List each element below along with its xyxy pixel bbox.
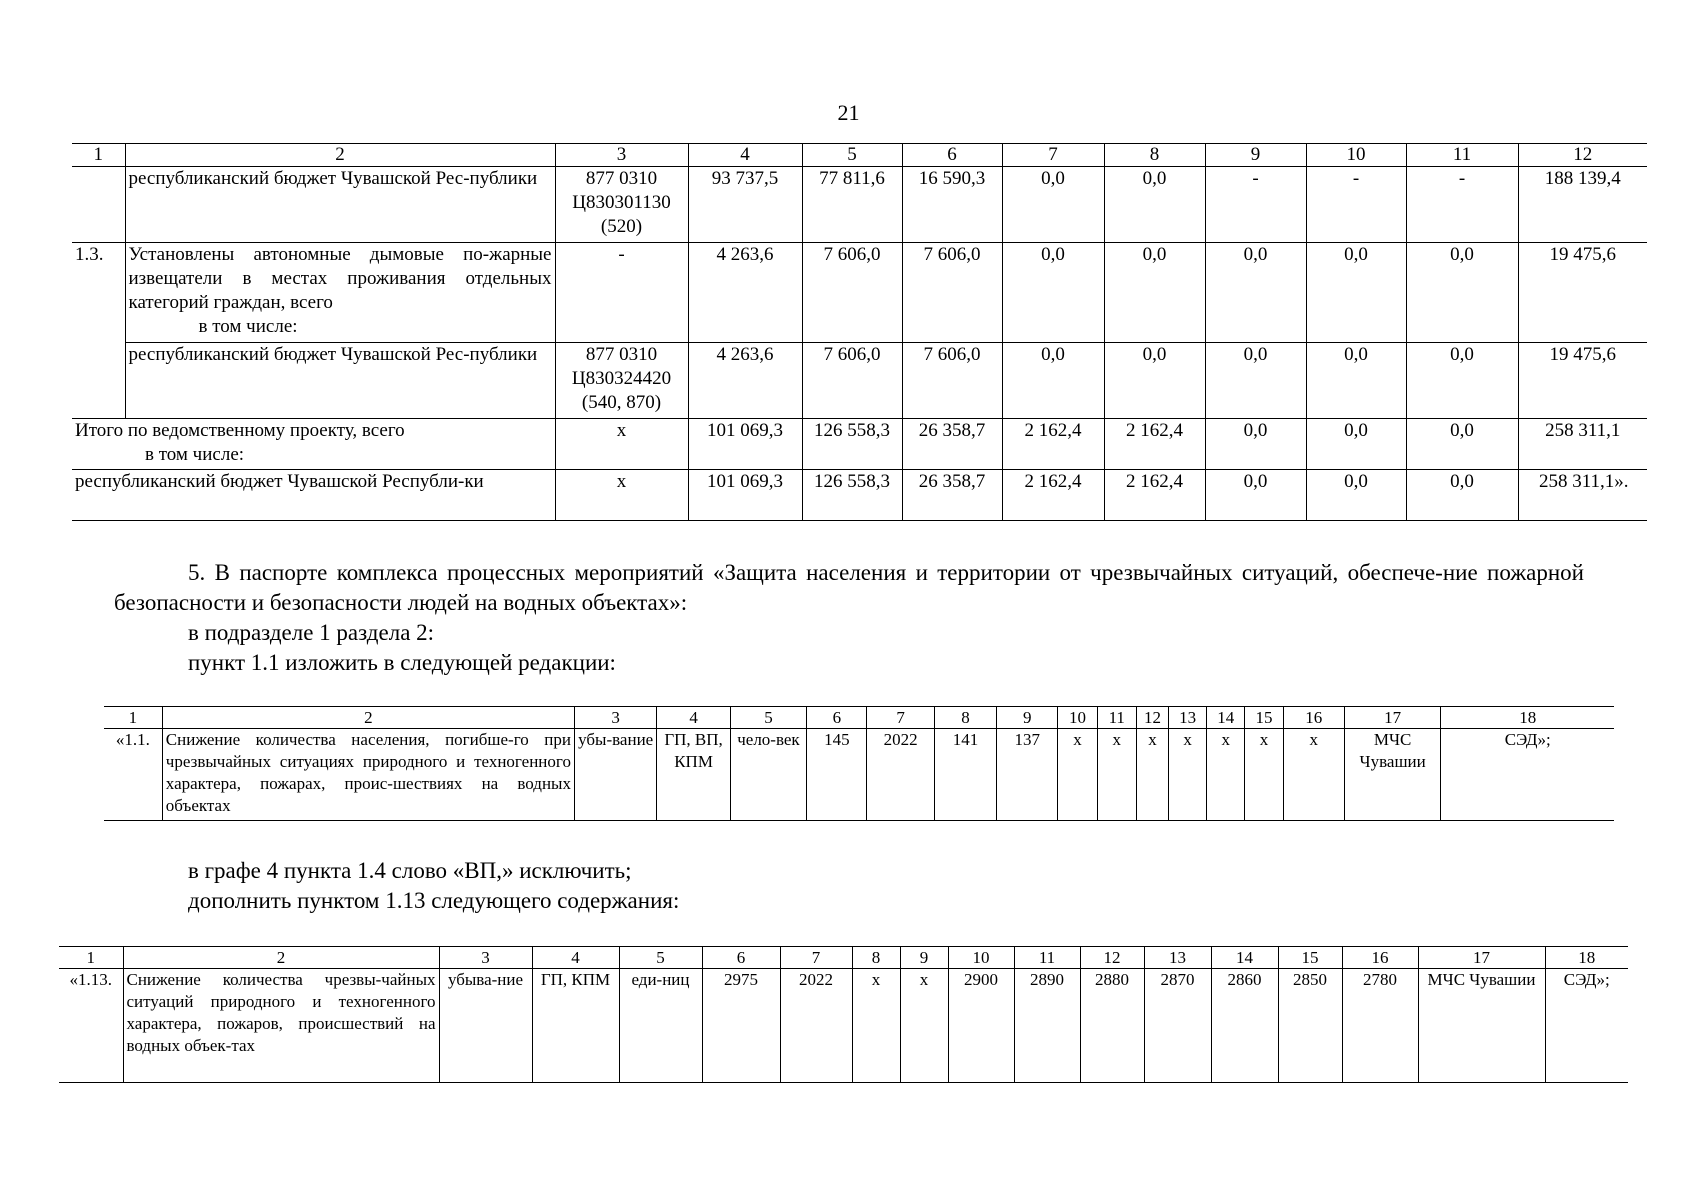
budget-code: 877 0310 Ц830324420 (540, 870) <box>555 343 688 419</box>
table-row-total <box>72 470 1647 521</box>
value-cell: 4 263,6 <box>688 343 802 419</box>
indicator-unit: еди-ниц <box>619 969 702 1083</box>
paragraph-add-point: дополнить пунктом 1.13 следующего содержания: <box>188 888 680 913</box>
value-cell: х <box>852 969 900 1083</box>
header-cell: 12 <box>1136 707 1168 729</box>
row-name: республиканский бюджет Чувашской Рес-публики <box>125 167 555 243</box>
value-cell: 101 069,3 <box>688 470 802 521</box>
value-cell: 0,0 <box>1205 470 1306 521</box>
indicator-table-1-1 <box>104 706 1614 821</box>
budget-code: х <box>555 419 688 470</box>
value-cell: 2860 <box>1211 969 1278 1083</box>
indicator-level: ГП, ВП, КПМ <box>657 729 730 821</box>
value-cell: 2890 <box>1014 969 1080 1083</box>
header-cell: 6 <box>902 144 1002 167</box>
value-cell: 2022 <box>867 729 934 821</box>
value-cell: 26 358,7 <box>902 470 1002 521</box>
header-cell: 16 <box>1283 707 1344 729</box>
value-cell: х <box>1245 729 1283 821</box>
value-cell: 0,0 <box>1306 243 1406 343</box>
header-cell: 11 <box>1097 707 1136 729</box>
header-cell: 7 <box>780 947 852 969</box>
header-cell: 1 <box>72 144 125 167</box>
value-cell: 7 606,0 <box>902 243 1002 343</box>
value-cell: 0,0 <box>1306 419 1406 470</box>
header-cell: 6 <box>807 707 867 729</box>
header-cell: 9 <box>1205 144 1306 167</box>
value-cell: 258 311,1». <box>1518 470 1647 521</box>
value-cell: 141 <box>934 729 996 821</box>
header-cell: 3 <box>574 707 656 729</box>
value-cell: 2975 <box>702 969 780 1083</box>
value-cell: 19 475,6 <box>1518 243 1647 343</box>
value-cell: 145 <box>807 729 867 821</box>
value-cell: 0,0 <box>1104 243 1205 343</box>
header-cell: 1 <box>104 707 162 729</box>
header-cell: 18 <box>1441 707 1614 729</box>
header-cell: 6 <box>702 947 780 969</box>
value-cell: 126 558,3 <box>802 419 902 470</box>
value-cell: 0,0 <box>1406 243 1518 343</box>
paragraph-exclude: в графе 4 пункта 1.4 слово «ВП,» исключить; <box>188 858 632 883</box>
header-cell: 13 <box>1169 707 1207 729</box>
value-cell: 0,0 <box>1205 243 1306 343</box>
page-number: 21 <box>837 100 860 125</box>
indicator-unit: чело-век <box>730 729 806 821</box>
header-cell: 8 <box>1104 144 1205 167</box>
header-cell: 10 <box>1058 707 1097 729</box>
budget-code: - <box>555 243 688 343</box>
header-cell: 5 <box>730 707 806 729</box>
value-cell: х <box>1283 729 1344 821</box>
value-cell: 2780 <box>1342 969 1418 1083</box>
table-row-total <box>72 419 1647 470</box>
value-cell: - <box>1406 167 1518 243</box>
value-cell: 0,0 <box>1002 343 1104 419</box>
indicator-name: Снижение количества чрезвы-чайных ситуаций природного и техногенного характера, пожаров, происшествий на водных объек-тах <box>123 969 439 1083</box>
indicator-level: ГП, КПМ <box>532 969 619 1083</box>
value-cell: 0,0 <box>1104 167 1205 243</box>
value-cell: 77 811,6 <box>802 167 902 243</box>
table-row <box>72 343 1647 419</box>
value-cell: 101 069,3 <box>688 419 802 470</box>
value-cell: 0,0 <box>1306 470 1406 521</box>
budget-table <box>72 143 1647 521</box>
header-cell: 9 <box>900 947 948 969</box>
value-cell: 126 558,3 <box>802 470 902 521</box>
header-cell: 1 <box>59 947 123 969</box>
value-cell: 2900 <box>948 969 1014 1083</box>
value-cell: 0,0 <box>1205 343 1306 419</box>
header-cell: 14 <box>1211 947 1278 969</box>
header-cell: 8 <box>934 707 996 729</box>
header-cell: 4 <box>688 144 802 167</box>
paragraph-point: пункт 1.1 изложить в следующей редакции: <box>188 650 616 675</box>
value-cell: 2870 <box>1144 969 1211 1083</box>
row-number <box>72 343 125 419</box>
row-number <box>72 167 125 243</box>
value-cell: 0,0 <box>1104 343 1205 419</box>
value-cell: 19 475,6 <box>1518 343 1647 419</box>
value-cell: 2 162,4 <box>1002 419 1104 470</box>
row-number: 1.3. <box>72 243 125 343</box>
header-cell: 5 <box>619 947 702 969</box>
header-cell: 5 <box>802 144 902 167</box>
header-cell: 12 <box>1080 947 1144 969</box>
value-cell: 0,0 <box>1306 343 1406 419</box>
header-cell: 7 <box>867 707 934 729</box>
value-cell: 0,0 <box>1002 167 1104 243</box>
table-row <box>59 969 1628 1083</box>
value-cell: - <box>1205 167 1306 243</box>
header-cell: 7 <box>1002 144 1104 167</box>
value-cell: х <box>900 969 948 1083</box>
table-row <box>104 729 1614 821</box>
header-cell: 4 <box>657 707 730 729</box>
value-cell: 0,0 <box>1406 470 1518 521</box>
budget-code: х <box>555 470 688 521</box>
header-cell: 3 <box>555 144 688 167</box>
header-cell: 15 <box>1278 947 1342 969</box>
value-cell: 258 311,1 <box>1518 419 1647 470</box>
info-system-cell: СЭД»; <box>1441 729 1614 821</box>
table-header-row <box>72 144 1647 167</box>
value-cell: 16 590,3 <box>902 167 1002 243</box>
paragraph-item-5: 5. В паспорте комплекса процессных мероприятий «Защита населения и территории от чрезвычайных ситуаций, обеспече-ние пожарной безопасности и безопасности людей на водных объектах»: <box>114 560 1584 615</box>
row-name: республиканский бюджет Чувашской Рес-публики <box>125 343 555 419</box>
info-system-cell: СЭД»; <box>1545 969 1628 1083</box>
header-cell: 15 <box>1245 707 1283 729</box>
value-cell: 0,0 <box>1406 419 1518 470</box>
row-number: «1.13. <box>59 969 123 1083</box>
header-cell: 10 <box>1306 144 1406 167</box>
header-cell: 2 <box>123 947 439 969</box>
responsible-cell: МЧС Чувашии <box>1344 729 1441 821</box>
value-cell: 7 606,0 <box>802 243 902 343</box>
value-cell: 7 606,0 <box>802 343 902 419</box>
table-row <box>72 243 1647 343</box>
value-cell: 2022 <box>780 969 852 1083</box>
header-cell: 3 <box>439 947 532 969</box>
total-label: республиканский бюджет Чувашской Республи-ки <box>72 470 555 521</box>
indicator-name: Снижение количества населения, погибше-го при чрезвычайных ситуациях природного и техногенного характера, пожарах, проис-шествиях на водных объектах <box>162 729 574 821</box>
value-cell: 2850 <box>1278 969 1342 1083</box>
header-cell: 17 <box>1418 947 1545 969</box>
paragraph-subsection: в подразделе 1 раздела 2: <box>188 620 435 645</box>
header-cell: 11 <box>1014 947 1080 969</box>
value-cell: 26 358,7 <box>902 419 1002 470</box>
budget-code: 877 0310 Ц830301130 (520) <box>555 167 688 243</box>
value-cell: 2 162,4 <box>1104 470 1205 521</box>
header-cell: 18 <box>1545 947 1628 969</box>
header-cell: 9 <box>997 707 1058 729</box>
header-cell: 11 <box>1406 144 1518 167</box>
header-cell: 12 <box>1518 144 1647 167</box>
value-cell: - <box>1306 167 1406 243</box>
value-cell: х <box>1169 729 1207 821</box>
value-cell: 0,0 <box>1002 243 1104 343</box>
table-header-row <box>104 707 1614 729</box>
indicator-trend: убы-вание <box>574 729 656 821</box>
header-cell: 14 <box>1207 707 1245 729</box>
total-label: Итого по ведомственному проекту, всего в том числе: <box>72 419 555 470</box>
responsible-cell: МЧС Чувашии <box>1418 969 1545 1083</box>
header-cell: 17 <box>1344 707 1441 729</box>
value-cell: 2 162,4 <box>1104 419 1205 470</box>
value-cell: 137 <box>997 729 1058 821</box>
indicator-trend: убыва-ние <box>439 969 532 1083</box>
value-cell: 2880 <box>1080 969 1144 1083</box>
value-cell: х <box>1058 729 1097 821</box>
header-cell: 2 <box>125 144 555 167</box>
header-cell: 8 <box>852 947 900 969</box>
row-name: Установлены автономные дымовые по-жарные извещатели в местах проживания отдельных категорий граждан, всего в том числе: <box>125 243 555 343</box>
value-cell: 0,0 <box>1205 419 1306 470</box>
row-number: «1.1. <box>104 729 162 821</box>
header-cell: 2 <box>162 707 574 729</box>
header-cell: 13 <box>1144 947 1211 969</box>
value-cell: х <box>1207 729 1245 821</box>
value-cell: 4 263,6 <box>688 243 802 343</box>
indicator-table-1-13 <box>59 946 1628 1083</box>
value-cell: 188 139,4 <box>1518 167 1647 243</box>
value-cell: х <box>1136 729 1168 821</box>
table-row <box>72 167 1647 243</box>
header-cell: 16 <box>1342 947 1418 969</box>
table-header-row <box>59 947 1628 969</box>
value-cell: 0,0 <box>1406 343 1518 419</box>
value-cell: 7 606,0 <box>902 343 1002 419</box>
header-cell: 10 <box>948 947 1014 969</box>
value-cell: 93 737,5 <box>688 167 802 243</box>
value-cell: х <box>1097 729 1136 821</box>
header-cell: 4 <box>532 947 619 969</box>
value-cell: 2 162,4 <box>1002 470 1104 521</box>
